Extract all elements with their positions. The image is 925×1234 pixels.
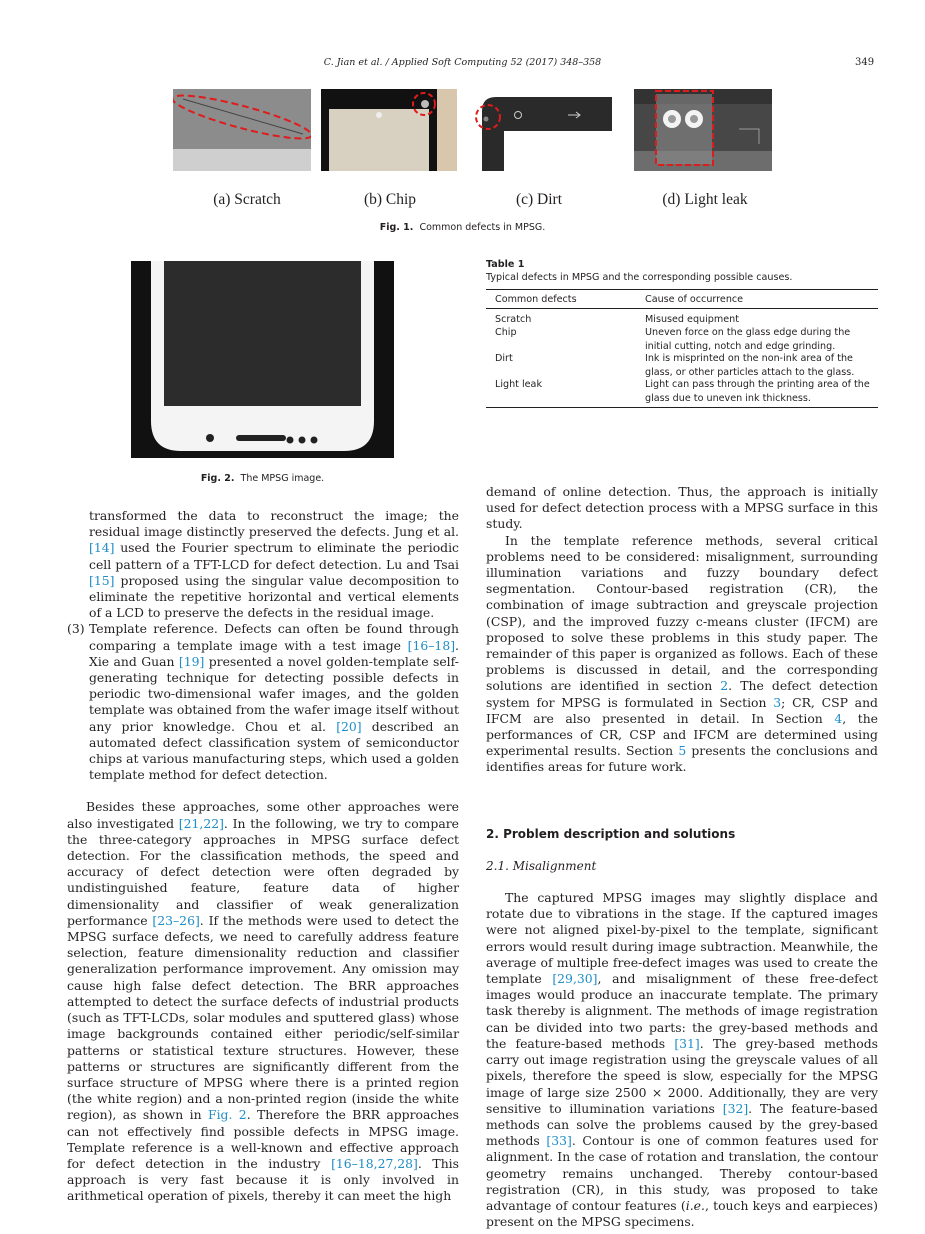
fig1d-light-leak-image bbox=[634, 89, 772, 171]
fig1-label-b: (b) Chip bbox=[363, 191, 417, 208]
citation-link[interactable]: [29,30] bbox=[552, 971, 598, 987]
table1-cell-cause: Uneven force on the glass edge during the initial cutting, notch and edge grinding. bbox=[645, 327, 851, 352]
text-run: . This approach is very fast because it is only involved in arithmetical operation of pixels, thereby it can meet the high bbox=[67, 1155, 460, 1204]
fig1-label-d: (d) Light leak bbox=[662, 191, 748, 208]
table-row bbox=[486, 378, 878, 404]
fig1-caption-text: Common defects in MPSG. bbox=[419, 222, 546, 233]
text-run: In the template reference methods, several critical problems need to be considered: misalignment, surrounding illumination variations and fuzzy boundary defect segmentation. Contour-based registration (CR), the combination of image subtraction and greyscale projection (CSP), and the improved fuzzy c-means cluster (IFCM) are proposed to solve these problems in this study paper. The remainder of this paper is organized as follows. Each of these problems is discussed in detail, and the corresponding solutions are identified in section bbox=[486, 532, 878, 694]
text-run: Template reference. Defects can often be found through comparing a template image with a test image bbox=[89, 621, 459, 653]
table1-cell-cause: Ink is misprinted on the non-ink area of the glass, or other particles attach to the glass. bbox=[645, 353, 855, 378]
text-run: . Xie and Guan bbox=[89, 637, 459, 669]
citation-link[interactable]: [20] bbox=[336, 718, 362, 734]
text-run: presented a novel golden-template self-generating technique for detecting possible defects in periodic two-dimensional wafer images, and the golden template was obtained from the wafer image itself without any prior knowledge. Chou et al. bbox=[89, 653, 459, 734]
citation-link[interactable]: [16–18,27,28] bbox=[331, 1155, 418, 1171]
table1-cell-defect: Scratch bbox=[495, 314, 532, 326]
text-run: . The defect detection system for MPSG is formulated in Section bbox=[486, 678, 878, 710]
table-row bbox=[486, 313, 878, 326]
fig1b-chip-image bbox=[321, 89, 457, 171]
text-run: . The feature-based methods can solve the problems caused by the grey-based methods bbox=[486, 1100, 878, 1149]
paragraph bbox=[486, 890, 878, 1230]
text-run-italic: i.e. bbox=[685, 1197, 705, 1213]
citation-link[interactable]: [21,22] bbox=[178, 815, 224, 831]
table1-cell-cause: Light can pass through the printing area of the glass due to uneven ink thickness. bbox=[645, 379, 870, 404]
text-run: . The grey-based methods carry out image registration using the greyscale values of all pixels, therefore the speed is slow, especially for the MPSG image of large size 2500 × 2000. Additionally, they are very sensitive to illumination variations bbox=[486, 1035, 878, 1116]
text-run: . If the methods were used to detect the MPSG surface defects, we need to carefully address feature selection, feature dimensionality reduction and classifier generalization performance improvement. Any omission may cause high false defect detection. The BRR approaches attempted to detect the surface defects of industrial products (such as TFT-LCDs, solar modules and sputtered glass) whose image backgrounds contained either periodic/self-similar patterns or statistical texture structures. However, these patterns or structures are significantly different from the surface structure of MPSG where there is a printed region (the white region) and a non-printed region (inside the white region), as shown in bbox=[67, 912, 459, 1123]
text-run: used the Fourier spectrum to eliminate the periodic cell pattern of a TFT-LCD for defect detection. Lu and Tsai bbox=[89, 540, 459, 572]
citation-link[interactable]: [14] bbox=[89, 540, 115, 556]
table1-header-cause: Cause of occurrence bbox=[645, 294, 744, 306]
text-run: . Contour is one of common features used for alignment. In the case of rotation and translation, the contour geometry remains unchanged. Thereby contour-based registration (CR), in this study, was proposed to take advantage of contour features ( bbox=[486, 1133, 878, 1213]
fig2-mpsg-image bbox=[131, 261, 394, 458]
citation-link[interactable]: [19] bbox=[178, 653, 205, 669]
section-heading: 2. Problem description and solutions bbox=[486, 826, 736, 841]
figure-link[interactable]: Fig. 2 bbox=[207, 1107, 247, 1123]
text-run: presents the conclusions and identifies areas for future work. bbox=[486, 743, 878, 775]
fig1-label-a: (a) Scratch bbox=[213, 191, 281, 208]
citation-link[interactable]: [31] bbox=[674, 1035, 700, 1051]
table1 bbox=[486, 258, 878, 408]
table-row bbox=[486, 326, 878, 352]
table1-label: Table 1 bbox=[486, 259, 525, 270]
section-link[interactable]: 4 bbox=[834, 710, 843, 726]
text-run: proposed using the singular value decomposition to eliminate the repetitive horizontal and vertical elements of a LCD to preserve the defects in the residual image. bbox=[89, 572, 459, 621]
paragraph: demand of online detection. Thus, the approach is initially used for defect detection process with a MPSG surface in this study. bbox=[486, 484, 878, 532]
list-number: (3) bbox=[67, 621, 85, 637]
fig2-caption-text: The MPSG image. bbox=[240, 473, 325, 484]
text-run: , and misalignment of these free-defect images would produce an inaccurate template. The primary task thereby is alignment. The methods of image registration can be divided into two parts: the grey-based methods and the feature-based methods bbox=[486, 971, 878, 1051]
text-run: described an automated defect classification system of semiconductor chips at various manufacturing steps, which used a golden template method for defect detection. bbox=[89, 718, 460, 783]
table1-cell-defect: Dirt bbox=[495, 353, 513, 365]
fig1-caption bbox=[0, 222, 925, 233]
text-run: Besides these approaches, some other approaches were also investigated bbox=[67, 799, 459, 831]
table1-cell-cause: Misused equipment bbox=[645, 314, 739, 326]
text-run: The captured MPSG images may slightly displace and rotate due to vibrations in the stage. If the captured images were not aligned pixel-by-pixel to the template, significant errors would result during image subtraction. Meanwhile, the average of multiple free-defect images was used to create the template bbox=[486, 890, 878, 987]
fig1a-scratch-image bbox=[173, 89, 311, 171]
citation-link[interactable]: [23–26] bbox=[152, 912, 200, 928]
table1-header-defects: Common defects bbox=[495, 294, 577, 306]
table1-title: Typical defects in MPSG and the corresponding possible causes. bbox=[486, 272, 793, 284]
text-run: , the performances of CR, CSP and IFCM are determined using experimental results. Section bbox=[486, 710, 879, 759]
table-row bbox=[486, 352, 878, 378]
right-column bbox=[486, 484, 878, 1230]
page-number: 349 bbox=[855, 57, 875, 68]
running-header: C. Jian et al. / Applied Soft Computing 52 (2017) 348–358 bbox=[323, 57, 602, 68]
table1-header-row bbox=[486, 289, 878, 308]
section-link[interactable]: 5 bbox=[678, 743, 687, 759]
paragraph bbox=[67, 799, 459, 1204]
text-run: transformed the data to reconstruct the image; the residual image distinctly preserved the defects. Jung et al. bbox=[89, 508, 459, 540]
fig2-caption bbox=[131, 473, 394, 484]
text-run: , touch keys and earpieces) present on the MPSG specimens. bbox=[486, 1197, 878, 1230]
table1-body bbox=[486, 308, 878, 408]
paragraph bbox=[486, 533, 878, 776]
fig1-label-c: (c) Dirt bbox=[515, 191, 563, 208]
table1-cell-defect: Chip bbox=[495, 327, 517, 339]
fig1c-dirt-image bbox=[474, 89, 614, 171]
fig2-caption-label: Fig. 2. bbox=[200, 473, 235, 484]
citation-link[interactable]: [32] bbox=[722, 1100, 749, 1116]
subsection-heading: 2.1. Misalignment bbox=[486, 858, 597, 873]
left-column bbox=[67, 508, 459, 1205]
text-run: . Therefore the BRR approaches can not effectively find possible defects in MPSG image. Template reference is a well-known and effective approach for defect detection in the industry bbox=[67, 1107, 459, 1171]
list-item-3 bbox=[67, 621, 459, 783]
text-run: ; CR, CSP and IFCM are also presented in detail. In Section bbox=[486, 694, 878, 726]
section-link[interactable]: 3 bbox=[773, 694, 782, 710]
citation-link[interactable]: [15] bbox=[89, 572, 115, 588]
section-link[interactable]: 2 bbox=[720, 678, 729, 694]
paragraph-continuation bbox=[67, 508, 459, 621]
citation-link[interactable]: [16–18] bbox=[407, 637, 456, 653]
table1-cell-defect: Light leak bbox=[495, 379, 542, 391]
citation-link[interactable]: [33] bbox=[546, 1133, 572, 1149]
fig1-caption-label: Fig. 1. bbox=[379, 222, 414, 233]
text-run: . In the following, we try to compare the three-category approaches in MPSG surface defect detection. For the classification methods, the speed and accuracy of defect detection were often degraded by undistinguished feature, feature data of higher dimensionality and classifier of weak generalization performance bbox=[67, 815, 460, 928]
